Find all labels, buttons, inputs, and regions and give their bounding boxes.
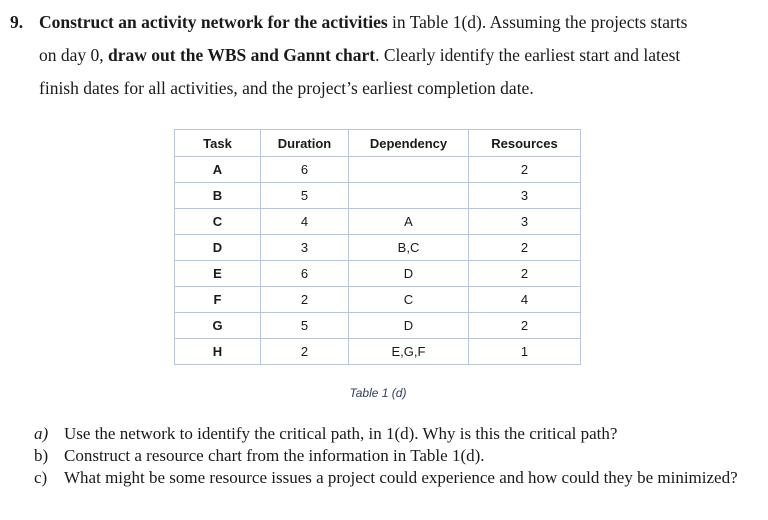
resources-cell: 2 (469, 157, 581, 183)
resources-cell: 4 (469, 287, 581, 313)
resources-cell: 2 (469, 261, 581, 287)
question-text-3: finish dates for all activities, and the project’s earliest completion date. (39, 78, 534, 98)
dependency-cell: E,G,F (349, 339, 469, 365)
task-cell: B (175, 183, 261, 209)
subquestion-list (34, 423, 754, 489)
table-row (175, 209, 581, 235)
dependency-cell: D (349, 261, 469, 287)
question-line-1 (10, 6, 758, 39)
task-cell: C (175, 209, 261, 235)
task-cell: D (175, 235, 261, 261)
subquestion-label: c) (34, 468, 48, 487)
duration-cell: 5 (261, 313, 349, 339)
question-text-2b: . Clearly identify the earliest start and latest (375, 45, 681, 65)
table-row (175, 313, 581, 339)
table-row (175, 235, 581, 261)
resources-cell: 2 (469, 235, 581, 261)
dependency-cell: A (349, 209, 469, 235)
question-number: 9. (10, 12, 24, 32)
question-line-2 (10, 39, 758, 72)
duration-cell: 4 (261, 209, 349, 235)
subquestion-text: Construct a resource chart from the information in Table 1(d). (64, 446, 485, 465)
dependency-cell: B,C (349, 235, 469, 261)
resources-cell: 2 (469, 313, 581, 339)
header-task: Task (175, 130, 261, 157)
task-cell: F (175, 287, 261, 313)
subquestion-c (34, 467, 754, 489)
table-row (175, 261, 581, 287)
task-cell: H (175, 339, 261, 365)
question-text-1: in Table 1(d). Assuming the projects starts (387, 12, 688, 32)
dependency-cell (349, 183, 469, 209)
table-row (175, 339, 581, 365)
duration-cell: 3 (261, 235, 349, 261)
dependency-cell: C (349, 287, 469, 313)
question-bold-1: Construct an activity network for the activities (39, 12, 388, 32)
resources-cell: 3 (469, 209, 581, 235)
question-line-3 (10, 72, 758, 105)
duration-cell: 2 (261, 287, 349, 313)
table-header-row (175, 130, 581, 157)
task-cell: E (175, 261, 261, 287)
table-row (175, 157, 581, 183)
duration-cell: 6 (261, 261, 349, 287)
dependency-cell: D (349, 313, 469, 339)
question-block (10, 6, 758, 105)
resources-cell: 1 (469, 339, 581, 365)
header-duration: Duration (261, 130, 349, 157)
task-cell: G (175, 313, 261, 339)
dependency-cell (349, 157, 469, 183)
table-row (175, 183, 581, 209)
header-resources: Resources (469, 130, 581, 157)
subquestion-label: b) (34, 446, 49, 465)
table-caption: Table 1 (d) (349, 386, 407, 400)
task-table (174, 129, 581, 365)
table-row (175, 287, 581, 313)
duration-cell: 6 (261, 157, 349, 183)
duration-cell: 2 (261, 339, 349, 365)
subquestion-a (34, 423, 754, 445)
subquestion-text: Use the network to identify the critical path, in 1(d). Why is this the critical path? (64, 424, 618, 443)
subquestion-b (34, 445, 754, 467)
header-dependency: Dependency (349, 130, 469, 157)
subquestion-text: What might be some resource issues a project could experience and how could they be minimized? (64, 468, 738, 487)
duration-cell: 5 (261, 183, 349, 209)
task-cell: A (175, 157, 261, 183)
subquestion-label: a) (34, 424, 49, 443)
question-text-2a: on day 0, (39, 45, 109, 65)
question-bold-2: draw out the WBS and Gannt chart (108, 45, 376, 65)
resources-cell: 3 (469, 183, 581, 209)
